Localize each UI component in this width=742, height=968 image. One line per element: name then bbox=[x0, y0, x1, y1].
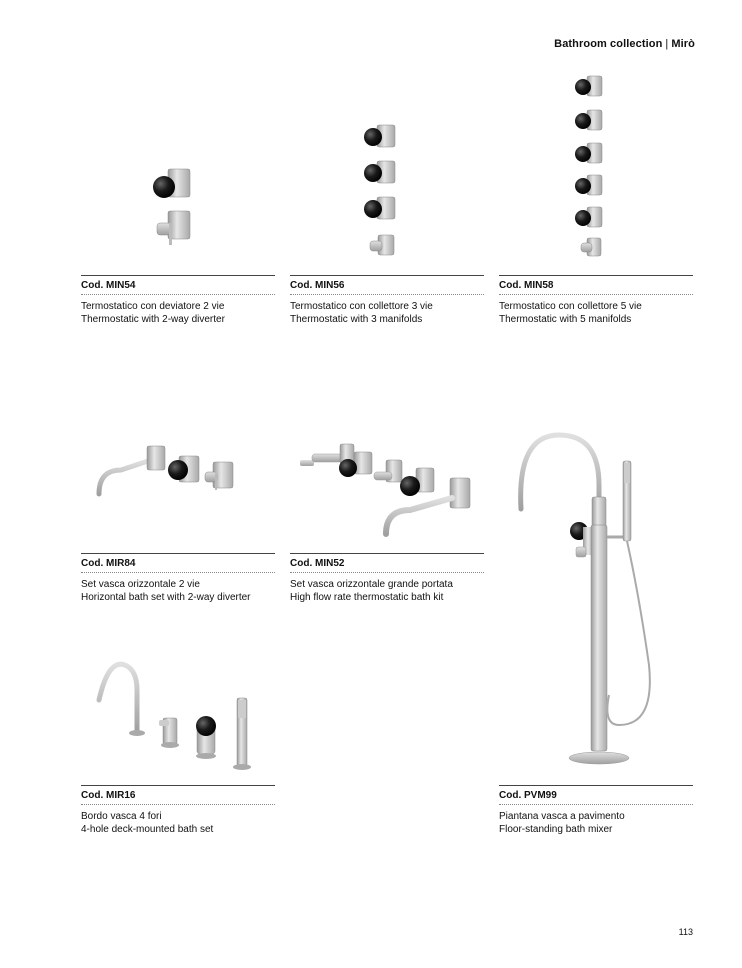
product-image bbox=[290, 115, 484, 275]
product-image bbox=[81, 650, 275, 785]
product-code: Cod. MIR16 bbox=[81, 785, 275, 805]
description-english: Horizontal bath set with 2-way diverter bbox=[81, 592, 251, 603]
description-english: Thermostatic with 3 manifolds bbox=[290, 314, 423, 325]
product-card-mir84 bbox=[81, 430, 275, 604]
product-card-min58 bbox=[499, 70, 693, 326]
product-image bbox=[290, 430, 484, 553]
description-english: Thermostatic with 5 manifolds bbox=[499, 314, 632, 325]
product-description bbox=[499, 810, 693, 836]
description-italian: Piantana vasca a pavimento bbox=[499, 811, 625, 822]
description-english: Thermostatic with 2-way diverter bbox=[81, 314, 225, 325]
product-description bbox=[81, 810, 275, 836]
product-code: Cod. MIN52 bbox=[290, 553, 484, 573]
collection-title: Bathroom collection bbox=[554, 38, 663, 50]
description-italian: Bordo vasca 4 fori bbox=[81, 811, 162, 822]
description-italian: Termostatico con collettore 5 vie bbox=[499, 301, 642, 312]
product-description bbox=[81, 300, 275, 326]
description-english: High flow rate thermostatic bath kit bbox=[290, 592, 444, 603]
header-separator: | bbox=[665, 38, 669, 50]
product-description bbox=[290, 300, 484, 326]
description-italian: Set vasca orizzontale grande portata bbox=[290, 579, 453, 590]
page-number: 113 bbox=[678, 927, 693, 937]
product-code: Cod. MIN54 bbox=[81, 275, 275, 295]
product-code: Cod. MIR84 bbox=[81, 553, 275, 573]
product-code: Cod. MIN56 bbox=[290, 275, 484, 295]
product-image bbox=[499, 425, 693, 785]
description-english: 4-hole deck-mounted bath set bbox=[81, 824, 214, 835]
page-header bbox=[554, 38, 695, 50]
product-card-pvm99 bbox=[499, 425, 693, 836]
collection-name: Mirò bbox=[671, 38, 695, 50]
description-english: Floor-standing bath mixer bbox=[499, 824, 613, 835]
product-description bbox=[499, 300, 693, 326]
product-image bbox=[81, 430, 275, 553]
description-italian: Termostatico con collettore 3 vie bbox=[290, 301, 433, 312]
product-code: Cod. PVM99 bbox=[499, 785, 693, 805]
description-italian: Set vasca orizzontale 2 vie bbox=[81, 579, 200, 590]
product-card-min56 bbox=[290, 115, 484, 326]
product-card-min52 bbox=[290, 430, 484, 604]
product-image bbox=[81, 165, 275, 275]
description-italian: Termostatico con deviatore 2 vie bbox=[81, 301, 225, 312]
product-image bbox=[499, 70, 693, 275]
product-description bbox=[81, 578, 275, 604]
product-card-mir16 bbox=[81, 650, 275, 836]
product-code: Cod. MIN58 bbox=[499, 275, 693, 295]
product-description bbox=[290, 578, 484, 604]
product-card-min54 bbox=[81, 165, 275, 326]
